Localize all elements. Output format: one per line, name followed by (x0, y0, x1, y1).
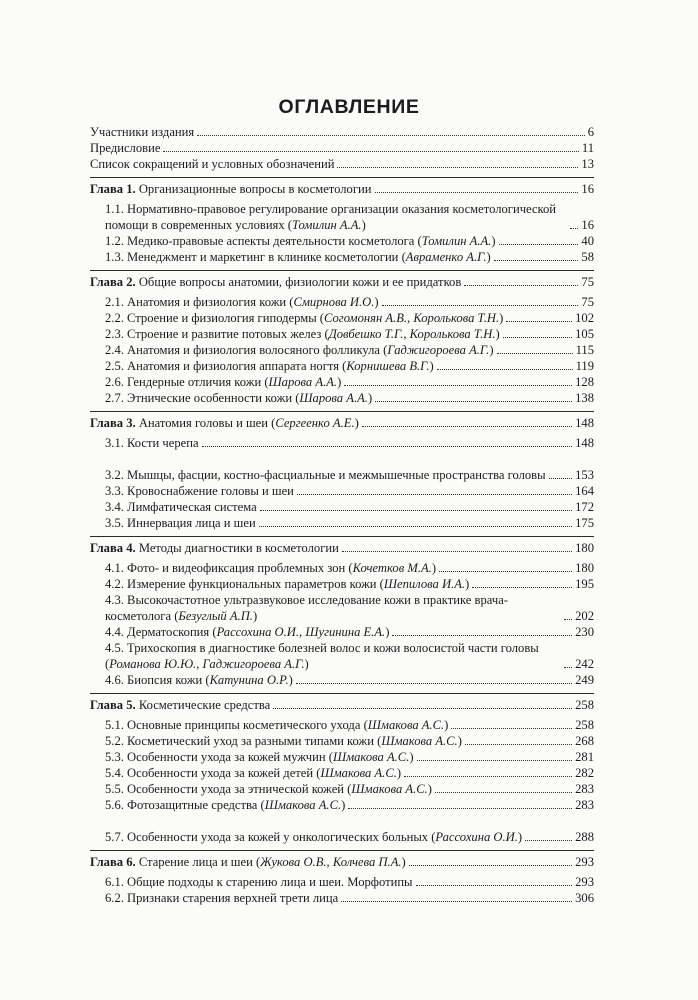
chapter-separator (90, 270, 594, 271)
page-number: 16 (581, 182, 594, 196)
toc-entry[interactable] (90, 749, 594, 765)
entry-text (105, 797, 345, 813)
entry-title: 1.3. Менеджмент и маркетинг в клинике косметологии ( (105, 250, 406, 264)
dot-leader (472, 587, 572, 588)
entry-title: 6.2. Признаки старения верхней трети лица (105, 891, 339, 905)
toc-entry[interactable] (90, 640, 594, 672)
page-number: 172 (575, 500, 594, 514)
toc-entry[interactable] (90, 576, 594, 592)
entry-tail: ) (367, 391, 373, 405)
page-number: 16 (581, 218, 594, 232)
page-number: 268 (575, 734, 594, 748)
entry-author: Шепилова И.А. (383, 577, 466, 591)
page-number: 281 (575, 750, 594, 764)
toc-entry[interactable] (90, 624, 594, 640)
entry-author: Шмакова А.С. (367, 718, 445, 732)
toc-entry[interactable] (90, 140, 594, 156)
entry-author: Томилин А.А. (292, 218, 362, 232)
page-number: 40 (581, 234, 594, 248)
dot-leader (273, 708, 572, 709)
page-number: 282 (575, 766, 594, 780)
toc-entry[interactable] (90, 342, 594, 358)
toc-entry[interactable] (90, 435, 594, 451)
page-number: 13 (581, 157, 594, 171)
entry-tail: ) (517, 830, 523, 844)
chapter-label: Глава 4. (90, 541, 136, 555)
entry-title: 5.5. Особенности ухода за этнической кожей ( (105, 782, 352, 796)
dot-leader (348, 808, 572, 809)
chapter-label: Глава 2. (90, 275, 136, 289)
dot-leader (375, 192, 579, 193)
entry-text (105, 390, 372, 406)
chapter-separator (90, 536, 594, 537)
dot-leader (375, 401, 572, 402)
entry-author: Томилин А.А. (421, 234, 492, 248)
entry-tail: ) (385, 625, 390, 639)
dot-leader (202, 446, 573, 447)
dot-leader (163, 151, 578, 152)
entry-tail: ) (491, 234, 496, 248)
dot-leader (416, 885, 573, 886)
page-number: 128 (575, 375, 594, 389)
entry-title: Предисловие (90, 141, 161, 155)
dot-leader (341, 901, 572, 902)
entry-text (105, 765, 401, 781)
entry-tail: ) (341, 798, 346, 812)
chapter-title: Организационные вопросы в косметологии (138, 182, 372, 196)
toc-entry[interactable] (90, 672, 594, 688)
entry-title: 4.4. Дерматоскопия ( (105, 625, 217, 639)
entry-tail: ) (304, 657, 309, 671)
dot-leader (503, 337, 572, 338)
chapter-separator (90, 850, 594, 851)
dot-leader (437, 369, 573, 370)
entry-author: Катунина О.Р. (209, 673, 289, 687)
entry-author: Романова Ю.Ю., Гаджигороева А.Г. (109, 657, 305, 671)
entry-title: 2.6. Гендерные отличия кожи ( (105, 375, 269, 389)
entry-tail: ) (288, 673, 293, 687)
entry-tail: ) (401, 855, 406, 869)
dot-leader (435, 792, 572, 793)
dot-leader (497, 353, 573, 354)
dot-leader (382, 305, 579, 306)
chapter-label: Глава 6. (90, 855, 136, 869)
dot-leader (260, 510, 572, 511)
chapter-title: Общие вопросы анатомии, физиологии кожи и ее придатков (138, 275, 462, 289)
toc-entry[interactable] (90, 249, 594, 265)
toc-entry[interactable] (90, 813, 594, 845)
page-number: 119 (575, 359, 594, 373)
chapter-entry[interactable] (90, 274, 594, 290)
toc-entry[interactable] (90, 890, 594, 906)
entry-text (90, 415, 359, 431)
page-number: 75 (581, 295, 594, 309)
entry-text (105, 640, 561, 672)
toc-entry[interactable] (90, 733, 594, 749)
entry-tail: ) (431, 561, 437, 575)
entry-title: 5.7. Особенности ухода за кожей у онкологических больных ( (105, 830, 436, 844)
entry-author: Рассохина О.И., Шугинина Е.А. (216, 625, 386, 639)
toc-entry[interactable] (90, 358, 594, 374)
entry-author: Шарова А.А. (299, 391, 368, 405)
entry-title: 3.4. Лимфатическая система (105, 500, 257, 514)
entry-tail: ) (486, 250, 491, 264)
page-number: 283 (575, 798, 594, 812)
page-number: 153 (575, 468, 594, 482)
toc-entry[interactable] (90, 326, 594, 342)
toc-entry[interactable] (90, 310, 594, 326)
chapter-title: Старение лица и шеи ( (138, 855, 261, 869)
chapter-entry[interactable] (90, 181, 594, 197)
entry-author: Гаджигороева А.Г. (387, 343, 490, 357)
entry-author: Авраменко А.Г. (405, 250, 487, 264)
entry-text (105, 233, 496, 249)
entry-text (105, 515, 256, 531)
toc-entry[interactable] (90, 515, 594, 531)
entry-tail: ) (465, 577, 470, 591)
entry-text (105, 342, 494, 358)
chapter-label: Глава 1. (90, 182, 136, 196)
entry-tail: ) (457, 734, 462, 748)
toc-entry[interactable] (90, 124, 594, 140)
entry-title: 5.4. Особенности ухода за кожей детей ( (105, 766, 321, 780)
entry-title: 5.2. Косметический уход за разными типами кожи ( (105, 734, 382, 748)
page-number: 306 (575, 891, 594, 905)
page-number: 164 (575, 484, 594, 498)
entry-author: Смирнова И.О. (293, 295, 375, 309)
dot-leader (197, 135, 585, 136)
dot-leader (564, 619, 572, 620)
entry-title: 3.5. Иннервация лица и шеи (105, 516, 256, 530)
entry-title: 4.2. Измерение функциональных параметров кожи ( (105, 577, 384, 591)
entry-author: Жукова О.В., Колчева П.А. (260, 855, 402, 869)
page-number: 180 (575, 561, 594, 575)
dot-leader (525, 840, 572, 841)
toc-entry[interactable] (90, 717, 594, 733)
entry-author: Сергеенко А.Е. (275, 416, 355, 430)
entry-text (105, 672, 293, 688)
chapter-title: Методы диагностики в косметологии (138, 541, 339, 555)
entry-tail: ) (444, 718, 449, 732)
page-number: 258 (575, 718, 594, 732)
entry-text (105, 733, 462, 749)
page-number: 58 (581, 250, 594, 264)
toc-entry[interactable] (90, 797, 594, 813)
entry-tail: ) (252, 609, 258, 623)
chapter-entry[interactable] (90, 415, 594, 431)
entry-title: 5.6. Фотозащитные средства ( (105, 798, 265, 812)
toc-entry[interactable] (90, 451, 594, 483)
entry-text (105, 358, 434, 374)
dot-leader (362, 426, 572, 427)
entry-tail: ) (427, 782, 432, 796)
entry-tail: ) (337, 375, 342, 389)
chapter-separator (90, 177, 594, 178)
page-number: 202 (575, 609, 594, 623)
entry-text (90, 181, 372, 197)
page-number: 230 (575, 625, 594, 639)
chapter-title: Косметические средства (138, 698, 271, 712)
entry-author: Шмакова А.С. (264, 798, 342, 812)
entry-author: Шмакова А.С. (351, 782, 428, 796)
entry-author: Шмакова А.С. (320, 766, 397, 780)
entry-tail: ) (374, 295, 379, 309)
chapter-entry[interactable] (90, 854, 594, 870)
entry-text (90, 274, 461, 290)
dot-leader (417, 760, 573, 761)
entry-title: 3.2. Мышцы, фасции, костно-фасциальные и межмышечные пространства головы (105, 468, 546, 482)
chapter-separator (90, 411, 594, 412)
entry-title: 1.2. Медико-правовые аспекты деятельности косметолога ( (105, 234, 422, 248)
dot-leader (465, 744, 572, 745)
entry-tail: ) (499, 311, 504, 325)
entry-text (105, 576, 469, 592)
page-number: 288 (575, 830, 594, 844)
entry-title: 2.5. Анатомия и физиология аппарата ногтя ( (105, 359, 347, 373)
entry-tail: ) (361, 218, 366, 232)
dot-leader (342, 551, 572, 552)
entry-title: 5.3. Особенности ухода за кожей мужчин ( (105, 750, 333, 764)
entry-title: Список сокращений и условных обозначений (90, 157, 335, 171)
entry-title: Участники издания (90, 125, 195, 139)
page-number: 102 (575, 311, 594, 325)
dot-leader (344, 385, 572, 386)
toc-entry[interactable] (90, 499, 594, 515)
entry-text (105, 435, 199, 451)
dot-leader (259, 526, 572, 527)
page-number: 75 (581, 275, 594, 289)
dot-leader (451, 728, 572, 729)
page-number: 293 (575, 875, 594, 889)
dot-leader (439, 571, 572, 572)
dot-leader (297, 494, 572, 495)
entry-tail: ) (396, 766, 402, 780)
toc-entry[interactable] (90, 201, 594, 233)
entry-text (105, 749, 414, 765)
page-number: 148 (575, 416, 594, 430)
page-title: ОГЛАВЛЕНИЕ (278, 96, 420, 118)
dot-leader (549, 478, 573, 479)
page-number: 6 (587, 125, 594, 139)
entry-tail: ) (489, 343, 494, 357)
entry-author: Согомонян А.В., Королькова Т.Н. (324, 311, 500, 325)
entry-text (90, 540, 339, 556)
toc-entry[interactable] (90, 233, 594, 249)
entry-tail: ) (429, 359, 434, 373)
entry-text (105, 467, 546, 483)
entry-author: Безуглый А.П. (178, 609, 253, 623)
entry-tail: ) (354, 416, 359, 430)
entry-title: 5.1. Основные принципы косметического ухода ( (105, 718, 368, 732)
toc-entry[interactable] (90, 156, 594, 172)
entry-text (105, 201, 567, 233)
toc-entry[interactable] (90, 592, 594, 624)
table-of-contents (90, 124, 594, 906)
toc-entry[interactable] (90, 781, 594, 797)
entry-title: 1.1. Нормативно-правовое регулирование организации оказания косметологической помощи в современных условиях ( (105, 202, 557, 232)
entry-tail: ) (409, 750, 414, 764)
entry-title: 4.3. Высокочастотное ультразвуковое исследование кожи в практике врача-косметолога ( (105, 593, 508, 623)
page-number: 138 (575, 391, 594, 405)
chapter-label: Глава 3. (90, 416, 136, 430)
entry-author: Кочетков М.А. (352, 561, 432, 575)
entry-title: 4.1. Фото- и видеофиксация проблемных зон ( (105, 561, 353, 575)
entry-author: Довбешко Т.Г., Королькова Т.Н. (328, 327, 496, 341)
page-number: 105 (575, 327, 594, 341)
page-number: 175 (575, 516, 594, 530)
dot-leader (499, 244, 579, 245)
chapter-title: Анатомия головы и шеи ( (138, 416, 276, 430)
entry-tail: ) (495, 327, 500, 341)
entry-author: Шмакова А.С. (332, 750, 410, 764)
entry-text (90, 854, 406, 870)
entry-text (105, 717, 448, 733)
dot-leader (564, 667, 572, 668)
dot-leader (409, 865, 572, 866)
entry-text (90, 124, 194, 140)
entry-title: 3.1. Кости черепа (105, 436, 199, 450)
chapter-entry[interactable] (90, 540, 594, 556)
entry-text (105, 781, 432, 797)
entry-text (90, 140, 160, 156)
entry-author: Рассохина О.И. (435, 830, 518, 844)
entry-text (105, 592, 561, 624)
toc-entry[interactable] (90, 294, 594, 310)
entry-title: 2.4. Анатомия и физиология волосяного фолликула ( (105, 343, 388, 357)
entry-text (105, 294, 379, 310)
dot-leader (337, 167, 578, 168)
entry-author: Шмакова А.С. (381, 734, 458, 748)
toc-entry[interactable] (90, 874, 594, 890)
page-number: 293 (575, 855, 594, 869)
entry-title: 3.3. Кровоснабжение головы и шеи (105, 484, 294, 498)
entry-title: 2.7. Этнические особенности кожи ( (105, 391, 300, 405)
toc-entry[interactable] (90, 765, 594, 781)
toc-entry[interactable] (90, 390, 594, 406)
dot-leader (570, 228, 578, 229)
page-number: 283 (575, 782, 594, 796)
entry-text (105, 829, 522, 845)
entry-author: Шарова А.А. (268, 375, 338, 389)
page-number: 195 (575, 577, 594, 591)
dot-leader (404, 776, 572, 777)
entry-text (105, 499, 257, 515)
entry-text (105, 310, 503, 326)
entry-text (105, 326, 500, 342)
page-number: 11 (581, 141, 594, 155)
entry-title: 4.5. Трихоскопия в диагностике болезней волос и кожи волосистой части головы ( (105, 641, 539, 671)
page-number: 258 (575, 698, 594, 712)
chapter-entry[interactable] (90, 697, 594, 713)
toc-entry[interactable] (90, 560, 594, 576)
toc-entry[interactable] (90, 483, 594, 499)
dot-leader (464, 285, 578, 286)
entry-title: 2.3. Строение и развитие потовых желез ( (105, 327, 329, 341)
entry-text (105, 374, 341, 390)
dot-leader (392, 635, 572, 636)
entry-title: 6.1. Общие подходы к старению лица и шеи. Морфотипы (105, 875, 413, 889)
entry-title: 2.1. Анатомия и физиология кожи ( (105, 295, 294, 309)
entry-title: 4.6. Биопсия кожи ( (105, 673, 210, 687)
page-number: 180 (575, 541, 594, 555)
page-number: 249 (575, 673, 594, 687)
page-number: 115 (575, 343, 594, 357)
entry-text (105, 560, 436, 576)
page-number: 242 (575, 657, 594, 671)
entry-text (105, 249, 491, 265)
entry-text (90, 697, 270, 713)
dot-leader (494, 260, 579, 261)
chapter-label: Глава 5. (90, 698, 136, 712)
entry-title: 2.2. Строение и физиология гиподермы ( (105, 311, 325, 325)
entry-text (105, 874, 413, 890)
toc-entry[interactable] (90, 374, 594, 390)
dot-leader (506, 321, 572, 322)
chapter-separator (90, 693, 594, 694)
dot-leader (296, 683, 572, 684)
entry-text (105, 624, 389, 640)
page-number: 148 (575, 436, 594, 450)
entry-text (90, 156, 334, 172)
entry-text (105, 890, 338, 906)
entry-author: Корнишева В.Г. (346, 359, 430, 373)
entry-text (105, 483, 294, 499)
